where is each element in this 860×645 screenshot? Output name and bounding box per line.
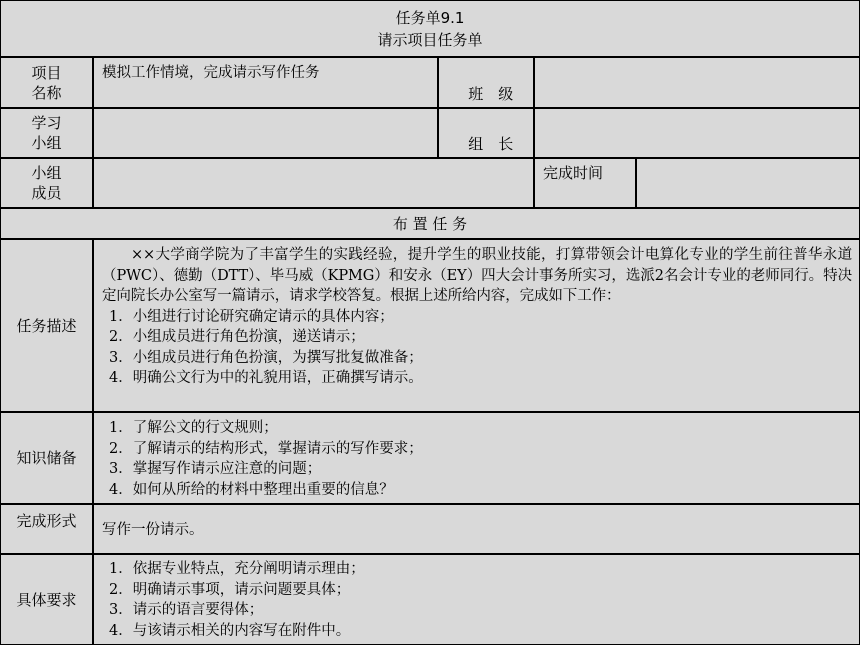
members-value-cell[interactable] <box>93 158 534 208</box>
form-label: 完成形式 <box>16 512 77 530</box>
project-label-cell <box>0 57 93 108</box>
leader-value-cell[interactable] <box>534 108 860 158</box>
description-label-cell <box>0 239 93 412</box>
group-value-cell[interactable] <box>93 108 438 158</box>
project-value-cell <box>93 57 438 108</box>
list-item: 1．小组进行讨论研究确定请示的具体内容； <box>109 308 394 325</box>
form-content-cell <box>93 504 860 554</box>
assign-header-cell <box>0 208 860 239</box>
description-label: 任务描述 <box>16 316 77 335</box>
members-label-cell <box>0 158 93 208</box>
class-label: 班 级 <box>468 85 514 103</box>
description-list <box>102 307 852 389</box>
list-item: 4．明确公文行为中的礼貌用语，正确撰写请示。 <box>109 370 423 386</box>
group-label-line1: 学习 <box>31 114 62 132</box>
list-item: 3．小组成员进行角色扮演，为撰写批复做准备； <box>109 349 423 366</box>
list-item: 1．了解公文的行文规则； <box>109 420 278 436</box>
list-item: 3．请示的语言要得体； <box>109 602 264 618</box>
list-item: 1．依据专业特点，充分阐明请示理由； <box>109 561 365 577</box>
project-label-line1: 项目 <box>31 63 62 82</box>
list-item: 2．明确请示事项，请示问题要具体； <box>109 581 351 598</box>
time-label: 完成时间 <box>543 164 604 182</box>
list-item: 4．如何从所给的材料中整理出重要的信息？ <box>109 481 394 498</box>
knowledge-content-cell <box>93 412 860 504</box>
class-label-cell <box>438 57 534 108</box>
leader-label-cell <box>438 108 534 158</box>
list-item: 2．了解请示的结构形式，掌握请示的写作要求； <box>109 440 423 457</box>
members-label-line1: 小组 <box>31 164 62 182</box>
form-value: 写作一份请示。 <box>102 522 204 538</box>
list-item: 4．与该请示相关的内容写在附件中。 <box>109 622 351 639</box>
knowledge-label: 知识储备 <box>16 449 77 467</box>
title-cell <box>0 0 860 57</box>
group-label-line2: 小组 <box>31 134 62 152</box>
group-label-cell <box>0 108 93 158</box>
requirements-label-cell <box>0 554 93 645</box>
form-label-cell <box>0 504 93 554</box>
requirements-label: 具体要求 <box>16 590 77 609</box>
knowledge-label-cell <box>0 412 93 504</box>
description-paragraph: ××大学商学院为了丰富学生的实践经验，提升学生的职业技能，打算带领会计电算化专业的学生前往普华永道（PWC）、德勤（DTT）、毕马威（KPMG）和安永（EY）四大会计事务所实习，选派2名会计专业的老师同行。特决定向院长办公室写一篇请示，请求学校答复。根据上述所给内容，完成如下工作： <box>102 247 852 304</box>
document-subtitle: 请示项目任务单 <box>377 30 483 49</box>
class-value-cell[interactable] <box>534 57 860 108</box>
project-value: 模拟工作情境，完成请示写作任务 <box>102 65 320 81</box>
leader-label: 组 长 <box>468 135 514 153</box>
description-content-cell <box>93 239 860 412</box>
project-label-line2: 名称 <box>31 83 62 102</box>
requirements-content-cell <box>93 554 860 645</box>
time-value-cell[interactable] <box>636 158 860 208</box>
time-label-cell <box>534 158 636 208</box>
list-item: 2．小组成员进行角色扮演，递送请示； <box>109 329 365 345</box>
members-label-line2: 成员 <box>31 184 62 202</box>
list-item: 3．掌握写作请示应注意的问题； <box>109 461 322 477</box>
assign-header: 布 置 任 务 <box>392 214 468 233</box>
document-title: 任务单9.1 <box>395 8 465 27</box>
